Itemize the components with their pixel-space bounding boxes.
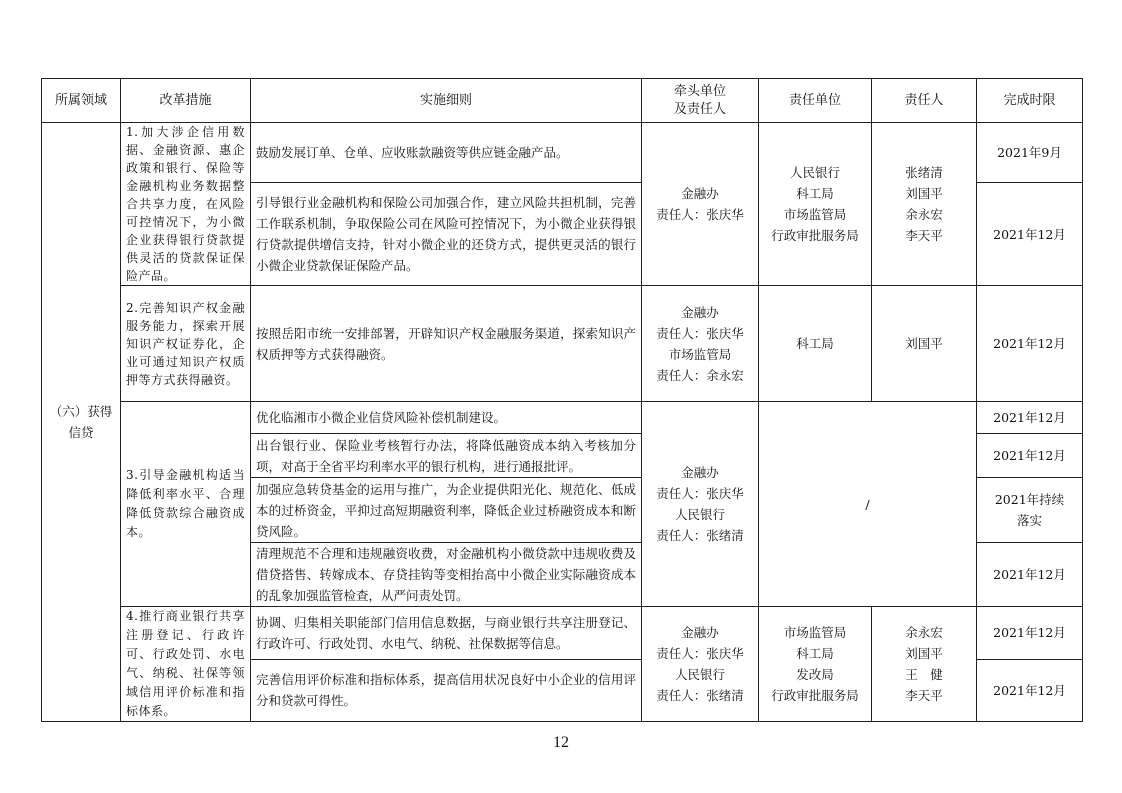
measure-cell: 4.推行商业银行共享注册登记、行政许可、行政处罚、水电气、纳税、社保等领域信用评价标准和指标体系。 <box>121 607 251 722</box>
lead-cell: 金融办 责任人：张庆华 市场监管局 责任人：余永宏 <box>642 286 759 402</box>
table-header-row <box>42 79 1083 123</box>
table-row <box>42 123 1083 183</box>
detail-cell: 协调、归集相关职能部门信用信息数据，与商业银行共享注册登记、行政许可、行政处罚、水电气、纳税、社保数据等信息。 <box>251 607 642 660</box>
deadline-cell: 2021年12月 <box>977 607 1083 660</box>
lead-cell: 金融办 责任人：张庆华 <box>642 123 759 286</box>
persons-cell: 刘国平 <box>872 286 977 402</box>
domain-cell <box>42 123 121 722</box>
domain-label: （六）获得信贷 <box>49 404 113 440</box>
detail-cell: 引导银行业金融机构和保险公司加强合作，建立风险共担机制，完善工作联系机制，争取保险公司在风险可控情况下，为小微企业获得银行贷款提供增信支持，针对小微企业的还贷方式，提供更灵活的银行小微企业贷款保证保险产品。 <box>251 183 642 286</box>
units-cell: 人民银行 科工局 市场监管局 行政审批服务局 <box>759 123 872 286</box>
persons-cell: 余永宏 刘国平 王 健 李天平 <box>872 607 977 722</box>
detail-cell: 优化临湘市小微企业信贷风险补偿机制建设。 <box>251 402 642 434</box>
header-deadline: 完成时限 <box>977 79 1083 123</box>
page-number: 12 <box>553 734 569 751</box>
header-persons: 责任人 <box>872 79 977 123</box>
deadline-cell: 2021年9月 <box>977 123 1083 183</box>
lead-cell: 金融办 责任人：张庆华 人民银行 责任人：张绪清 <box>642 607 759 722</box>
detail-cell: 按照岳阳市统一安排部署，开辟知识产权金融服务渠道，探索知识产权质押等方式获得融资。 <box>251 286 642 402</box>
lead-cell: 金融办 责任人：张庆华 人民银行 责任人：张绪清 <box>642 402 759 607</box>
header-domain: 所属领域 <box>42 79 121 123</box>
header-detail: 实施细则 <box>251 79 642 123</box>
detail-cell: 鼓励发展订单、仓单、应收账款融资等供应链金融产品。 <box>251 123 642 183</box>
deadline-cell: 2021年12月 <box>977 183 1083 286</box>
persons-cell: / <box>759 402 977 607</box>
table-row <box>42 607 1083 660</box>
persons-cell: 张绪清 刘国平 余永宏 李天平 <box>872 123 977 286</box>
header-measure: 改革措施 <box>121 79 251 123</box>
measure-cell: 3.引导金融机构适当降低利率水平、合理降低贷款综合融资成本。 <box>121 402 251 607</box>
header-units: 责任单位 <box>759 79 872 123</box>
deadline-cell: 2021年12月 <box>977 543 1083 607</box>
units-cell: 科工局 <box>759 286 872 402</box>
measure-cell: 1.加大涉企信用数据、金融资源、惠企政策和银行、保险等金融机构业务数据整合共享力度，在风险可控情况下，为小微企业获得银行贷款提供灵活的贷款保证保险产品。 <box>121 123 251 286</box>
reform-table <box>41 78 1083 722</box>
table-row <box>42 286 1083 402</box>
deadline-cell: 2021年12月 <box>977 659 1083 721</box>
header-lead: 牵头单位 及责任人 <box>642 79 759 123</box>
units-cell: 市场监管局 科工局 发改局 行政审批服务局 <box>759 607 872 722</box>
deadline-cell: 2021年12月 <box>977 286 1083 402</box>
detail-cell: 加强应急转贷基金的运用与推广，为企业提供阳光化、规范化、低成本的过桥资金，平抑过高短期融资利率，降低企业过桥融资成本和断贷风险。 <box>251 478 642 543</box>
detail-cell: 完善信用评价标准和指标体系，提高信用状况良好中小企业的信用评分和贷款可得性。 <box>251 659 642 721</box>
table-row <box>42 402 1083 434</box>
deadline-cell: 2021年12月 <box>977 402 1083 434</box>
measure-cell: 2.完善知识产权金融服务能力，探索开展知识产权证券化，企业可通过知识产权质押等方式获得融资。 <box>121 286 251 402</box>
deadline-cell: 2021年12月 <box>977 434 1083 478</box>
detail-cell: 清理规范不合理和违规融资收费，对金融机构小微贷款中违规收费及借贷搭售、转嫁成本、存贷挂钩等变相抬高中小微企业实际融资成本的乱象加强监管检查，从严问责处罚。 <box>251 543 642 607</box>
detail-cell: 出台银行业、保险业考核暂行办法，将降低融资成本纳入考核加分项，对高于全省平均利率水平的银行机构，进行通报批评。 <box>251 434 642 478</box>
deadline-cell: 2021年持续 落实 <box>977 478 1083 543</box>
